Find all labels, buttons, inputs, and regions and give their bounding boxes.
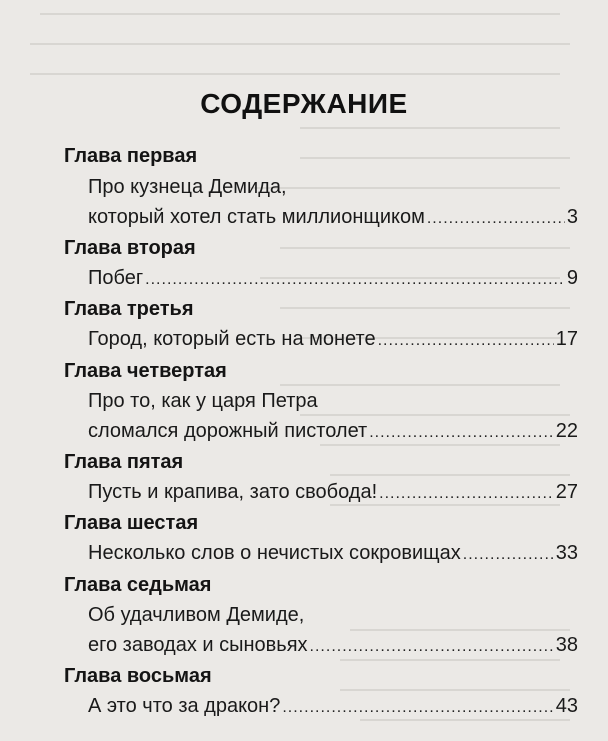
chapter-title-line-4a: Про то, как у царя Петра (88, 390, 318, 412)
page-number: 3 (566, 206, 578, 228)
dot-leader (282, 699, 553, 717)
toc-entry-2[interactable] (88, 267, 578, 290)
dot-leader (427, 210, 565, 228)
dot-leader (463, 546, 554, 564)
page-number: 33 (555, 542, 578, 564)
dot-leader (145, 271, 565, 289)
toc-entry-1[interactable] (88, 206, 578, 229)
chapter-title-line-3a: Город, который есть на монете (88, 328, 376, 350)
chapter-title-line-4b: сломался дорожный пистолет (88, 420, 368, 442)
chapter-heading-3: Глава третья (64, 298, 194, 320)
chapter-heading-2: Глава вторая (64, 237, 196, 259)
toc-entry-3[interactable] (88, 328, 578, 351)
dot-leader (378, 332, 554, 350)
chapter-title-line-1a: Про кузнеца Демида, (88, 176, 287, 198)
dot-leader (379, 485, 554, 503)
page-number: 22 (555, 420, 578, 442)
page-number: 43 (555, 695, 578, 717)
chapter-title-line-8a: А это что за дракон? (88, 695, 281, 717)
chapter-heading-6: Глава шестая (64, 512, 199, 534)
toc-entry-4[interactable] (88, 420, 578, 443)
chapter-heading-5: Глава пятая (64, 451, 184, 473)
chapter-heading-4: Глава четвертая (64, 360, 227, 382)
chapter-title-line-1b: который хотел стать миллионщиком (88, 206, 425, 228)
toc-entry-5[interactable] (88, 481, 578, 504)
page-number: 9 (566, 267, 578, 289)
page-number: 17 (555, 328, 578, 350)
chapter-heading-1: Глава первая (64, 145, 198, 167)
chapter-title-line-6a: Несколько слов о нечистых сокровищах (88, 542, 461, 564)
toc-entry-7[interactable] (88, 634, 578, 657)
toc-title: СОДЕРЖАНИЕ (200, 88, 408, 119)
page-number: 38 (555, 634, 578, 656)
chapter-title-line-5a: Пусть и крапива, зато свобода! (88, 481, 378, 503)
chapter-title-line-2a: Побег (88, 267, 144, 289)
dot-leader (310, 638, 554, 656)
toc-entry-6[interactable] (88, 542, 578, 565)
page-number: 27 (555, 481, 578, 503)
toc-entry-8[interactable] (88, 695, 578, 718)
chapter-title-line-7a: Об удачливом Демиде, (88, 604, 305, 626)
dot-leader (369, 424, 554, 442)
chapter-heading-7: Глава седьмая (64, 574, 212, 596)
chapter-heading-8: Глава восьмая (64, 665, 212, 687)
chapter-title-line-7b: его заводах и сыновьях (88, 634, 308, 656)
